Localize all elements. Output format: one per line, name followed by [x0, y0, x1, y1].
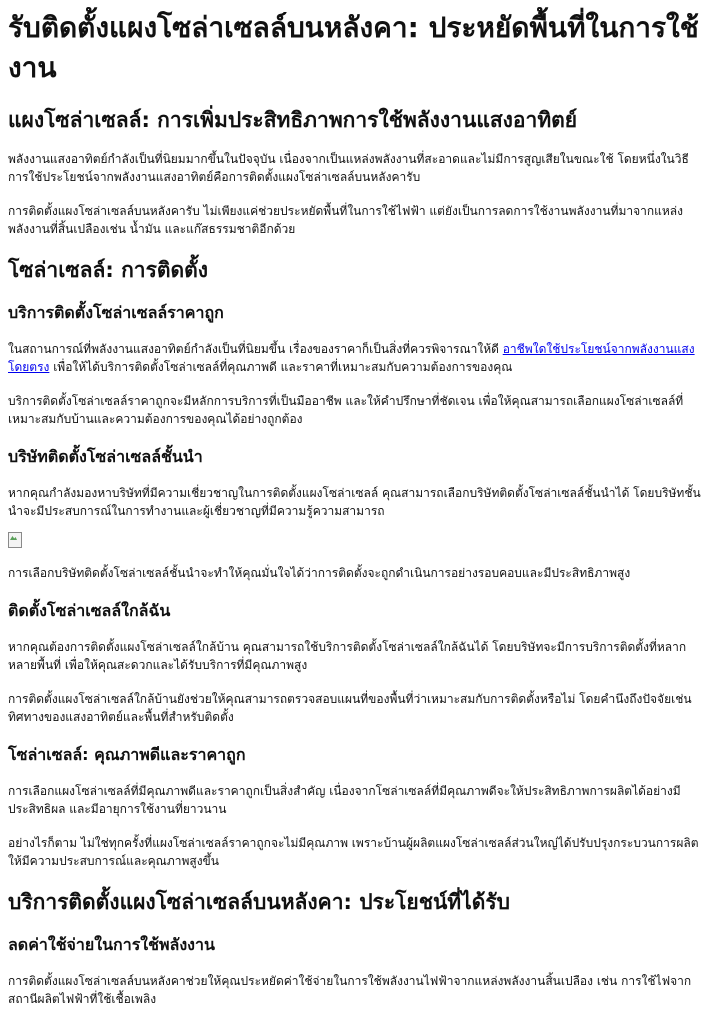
paragraph-text: เพื่อให้ได้บริการติดตั้งโซล่าเซลล์ที่คุณภาพดี และราคาที่เหมาะสมกับความต้องการของคุณ [49, 360, 513, 374]
section-heading-installation: โซล่าเซลล์: การติดตั้ง [8, 258, 209, 282]
subheading-reduce-cost: ลดค่าใช้จ่ายในการใช้พลังงาน [8, 935, 215, 954]
inline-link[interactable]: อาชีพใดใช้ประโยชน์จากพลังงานแสงโดยตรง [8, 342, 695, 374]
paragraph: หากคุณกำลังมองหาบริษัทที่มีความเชี่ยวชาญในการติดตั้งแผงโซล่าเซลล์ คุณสามารถเลือกบริษัทติดตั้งโซล่าเซลล์ชั้นนำได้ โดยบริษัทชั้นนำจะมีประสบการณ์ในการทำงานและผู้เชี่ยวชาญที่มีความรู้ความสามารถ [8, 486, 701, 518]
paragraph: การติดตั้งแผงโซล่าเซลล์ใกล้บ้านยังช่วยให้คุณสามารถตรวจสอบแผนที่ของพื้นที่ว่าเหมาะสมกับการติดตั้งหรือไม่ โดยคำนึงถึงปัจจัยเช่น ทิศทางของแสงอาทิตย์และพื้นที่สำหรับติดตั้ง [8, 692, 692, 724]
paragraph: พลังงานแสงอาทิตย์กำลังเป็นที่นิยมมากขึ้นในปัจจุบัน เนื่องจากเป็นแหล่งพลังงานที่สะอาดและไม่มีการสูญเสียในขณะใช้ โดยหนึ่งในวิธีการใช้ประโยชน์จากพลังงานแสงอาทิตย์คือการติดตั้งแผงโซล่าเซลล์บนหลังคารับ [8, 152, 689, 184]
page-title: รับติดตั้งแผงโซล่าเซลล์บนหลังคา: ประหยัดพื้นที่ในการใช้งาน [8, 11, 699, 84]
paragraph-with-link [8, 340, 708, 376]
paragraph: การเลือกแผงโซล่าเซลล์ที่มีคุณภาพดีและราคาถูกเป็นสิ่งสำคัญ เนื่องจากโซล่าเซลล์ที่มีคุณภาพดีจะให้ประสิทธิภาพการผลิตได้อย่างมีประสิทธิผล และมีอายุการใช้งานที่ยาวนาน [8, 784, 681, 816]
subheading-quality-price: โซล่าเซลล์: คุณภาพดีและราคาถูก [8, 745, 246, 764]
article [8, 0, 708, 1008]
paragraph-text: ในสถานการณ์ที่พลังงานแสงอาทิตย์กำลังเป็นที่นิยมขึ้น เรื่องของราคาก็เป็นสิ่งที่ควรพิจารณาให้ดี [8, 342, 503, 356]
subheading-cheap-installation: บริการติดตั้งโซล่าเซลล์ราคาถูก [8, 303, 224, 322]
subheading-near-me: ติดตั้งโซล่าเซลล์ใกล้ฉัน [8, 601, 171, 620]
paragraph: การเลือกบริษัทติดตั้งโซล่าเซลล์ชั้นนำจะทำให้คุณมั่นใจได้ว่าการติดตั้งจะถูกดำเนินการอย่างรอบคอบและมีประสิทธิภาพสูง [8, 566, 631, 580]
broken-image-icon [8, 532, 22, 548]
subheading-leading-company: บริษัทติดตั้งโซล่าเซลล์ชั้นนำ [8, 447, 203, 466]
paragraph: หากคุณต้องการติดตั้งแผงโซล่าเซลล์ใกล้บ้าน คุณสามารถใช้บริการติดตั้งโซล่าเซลล์ใกล้ฉันได้ โดยบริษัทจะมีการบริการติดตั้งที่หลากหลายพื้นที่ เพื่อให้คุณสะดวกและได้รับบริการที่มีคุณภาพสูง [8, 640, 687, 672]
image-frame [8, 532, 22, 548]
section-heading-solar-efficiency: แผงโซล่าเซลล์: การเพิ่มประสิทธิภาพการใช้พลังงานแสงอาทิตย์ [8, 108, 578, 132]
paragraph: การติดตั้งแผงโซล่าเซลล์บนหลังคาช่วยให้คุณประหยัดค่าใช้จ่ายในการใช้พลังงานไฟฟ้าจากแหล่งพลังงานสิ้นเปลือง เช่น การใช้ไฟจากสถานีผลิตไฟฟ้าที่ใช้เชื้อเพลิง [8, 974, 692, 1006]
section-heading-benefits: บริการติดตั้งแผงโซล่าเซลล์บนหลังคา: ประโยชน์ที่ได้รับ [8, 890, 510, 914]
paragraph: บริการติดตั้งโซล่าเซลล์ราคาถูกจะมีหลักการบริการที่เป็นมืออาชีพ และให้คำปรึกษาที่ชัดเจน เพื่อให้คุณสามารถเลือกแผงโซล่าเซลล์ที่เหมาะสมกับบ้านและความต้องการของคุณได้อย่างถูกต้อง [8, 394, 684, 426]
paragraph: อย่างไรก็ตาม ไม่ใช่ทุกครั้งที่แผงโซล่าเซลล์ราคาถูกจะไม่มีคุณภาพ เพราะบ้านผู้ผลิตแผงโซล่าเซลล์ส่วนใหญ่ได้ปรับปรุงกระบวนการผลิตให้มีความประสบการณ์และคุณภาพสูงขึ้น [8, 836, 699, 868]
paragraph: การติดตั้งแผงโซล่าเซลล์บนหลังคารับ ไม่เพียงแค่ช่วยประหยัดพื้นที่ในการใช้ไฟฟ้า แต่ยังเป็นการลดการใช้งานพลังงานที่มาจากแหล่งพลังงานที่สิ้นเปลืองเช่น น้ำมัน และแก๊สธรรมชาติอีกด้วย [8, 204, 683, 236]
